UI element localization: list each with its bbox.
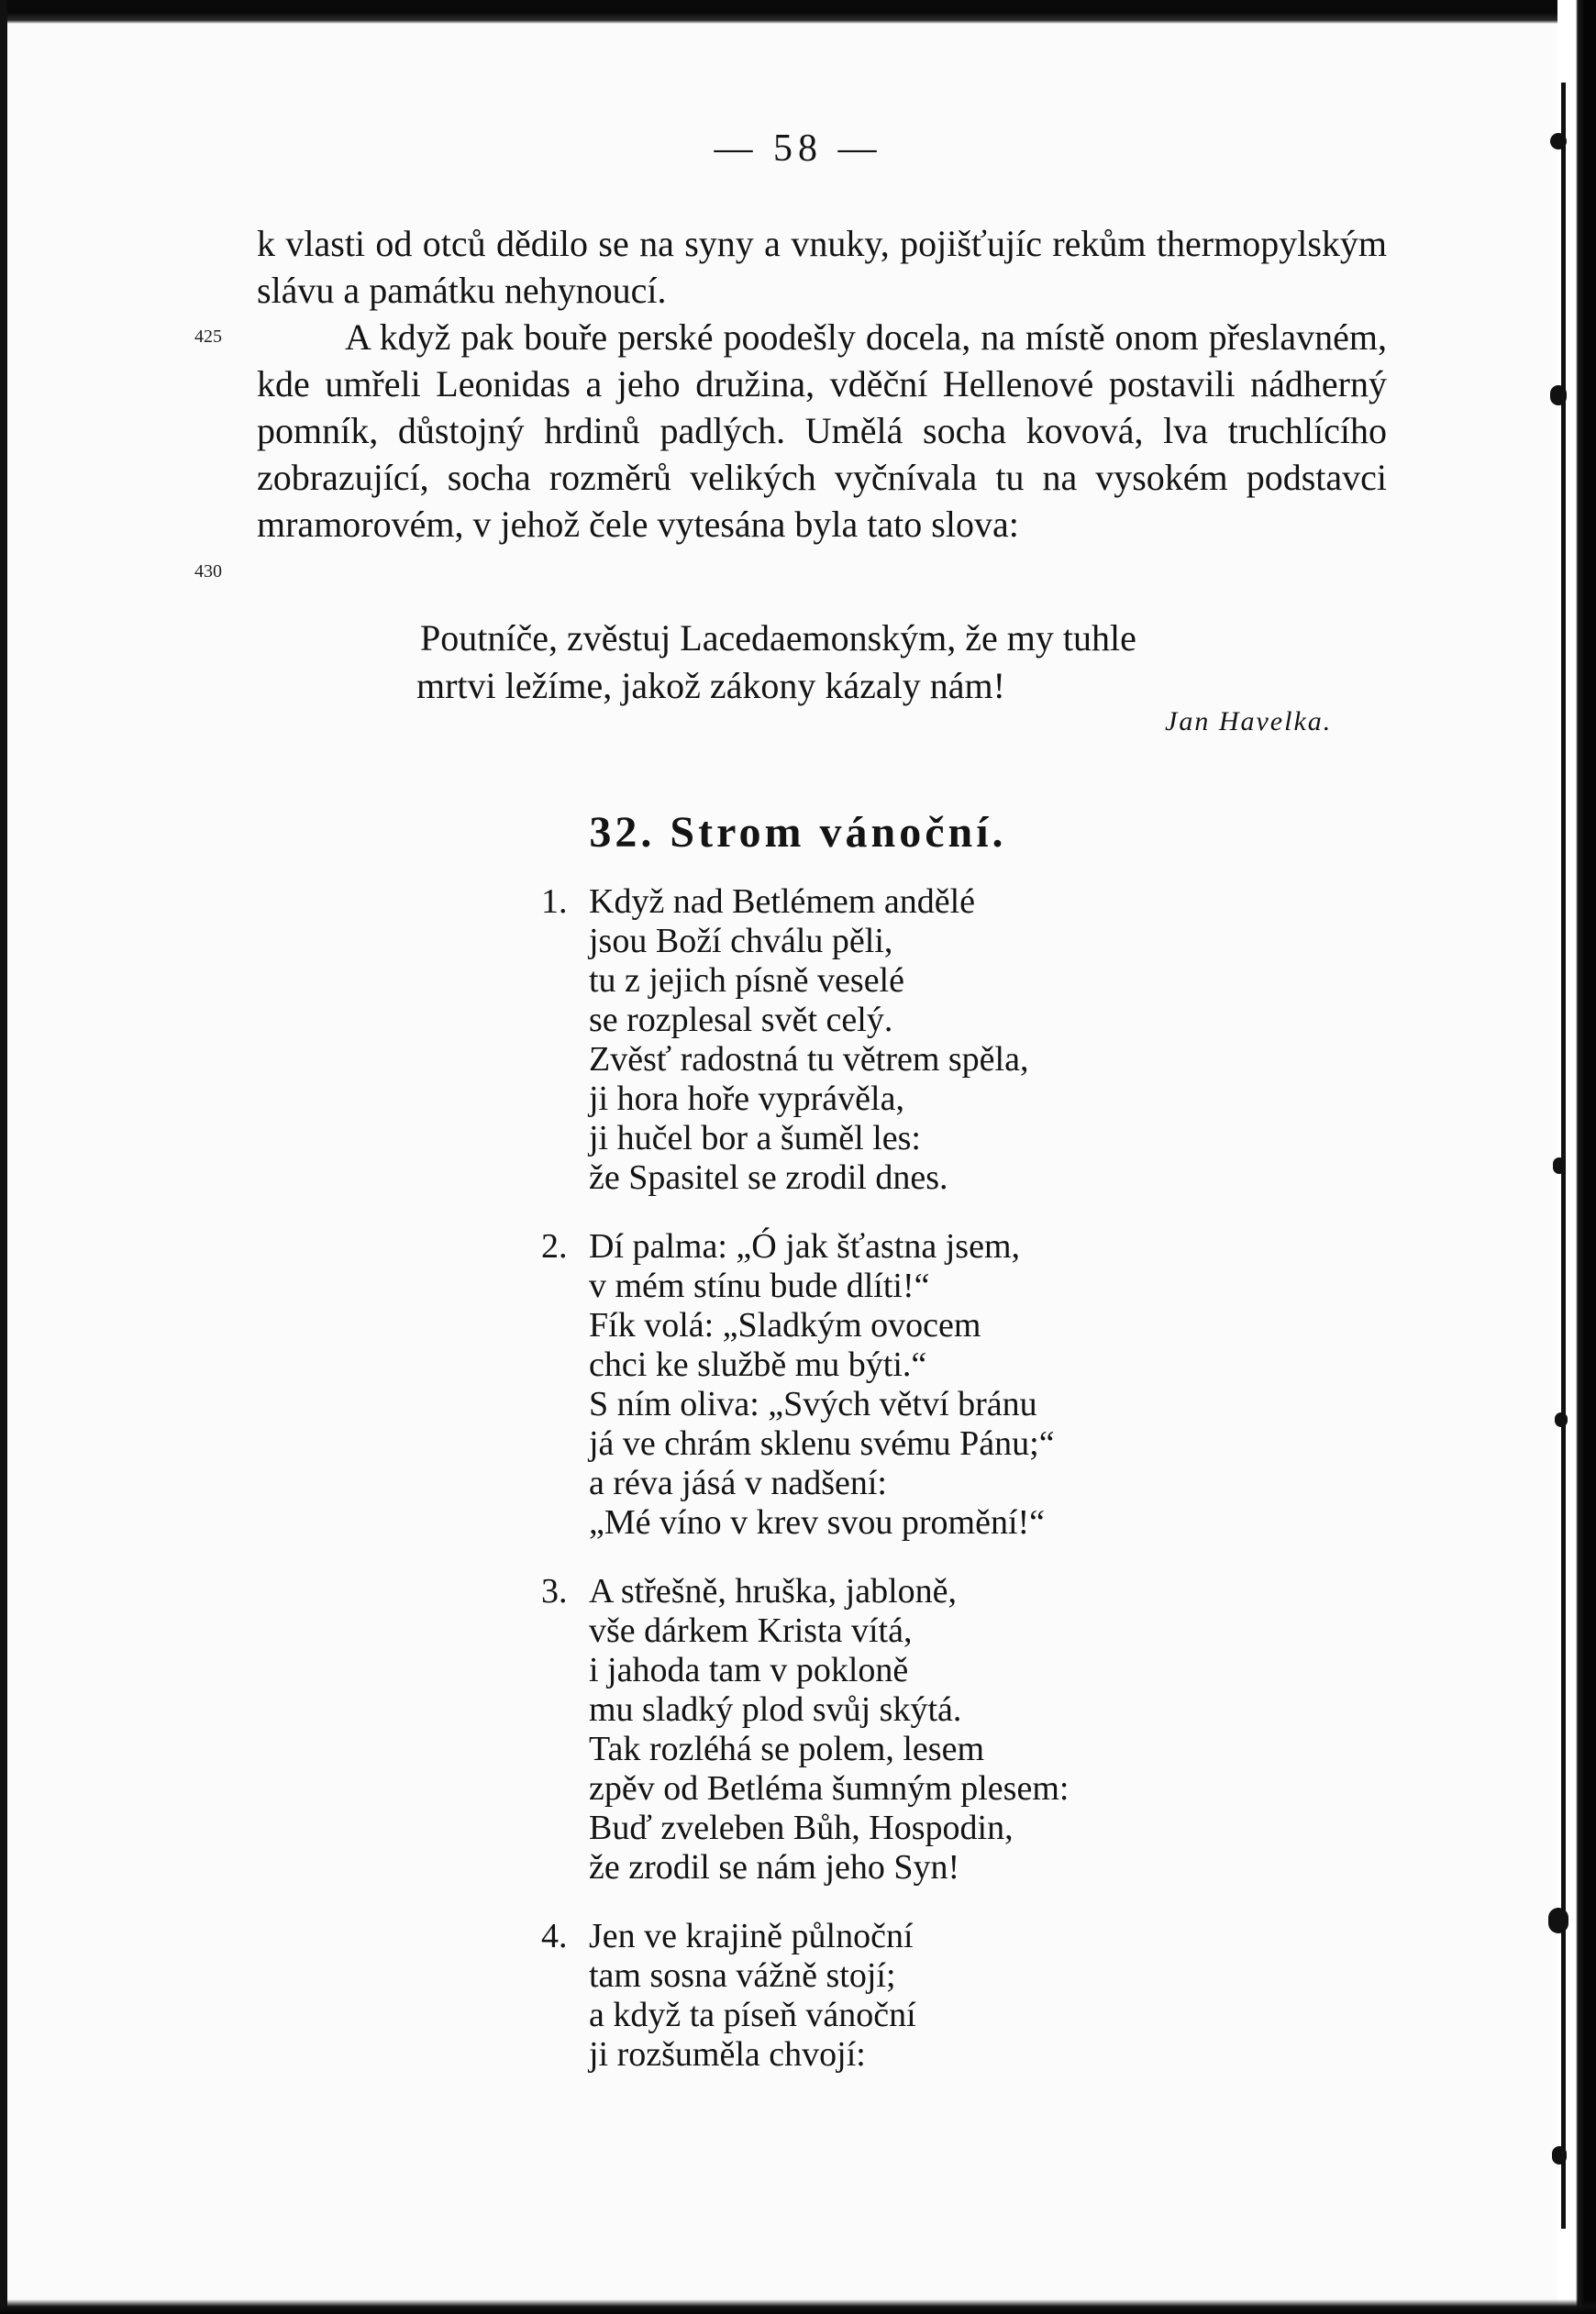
verse-line: Tak rozléhá se polem, lesem <box>589 1730 985 1768</box>
stanza-number: 4. <box>541 1917 568 1955</box>
verse-line: Buď zveleben Bůh, Hospodin, <box>589 1809 1014 1847</box>
verse-line: Když nad Betlémem andělé <box>589 882 976 921</box>
verse-line: Zvěsť radostná tu větrem spěla, <box>589 1040 1029 1079</box>
epitaph-line: Poutníče, zvěstuj Lacedaemonským, že my tuhle <box>420 617 1136 659</box>
verse-line: „Mé víno v krev svou promění!“ <box>589 1503 1046 1542</box>
prose-block <box>257 220 1387 548</box>
page-edge-mark <box>1553 1157 1566 1174</box>
verse-line: ji hučel bor a šuměl les: <box>589 1119 921 1157</box>
line-number-430: 430 <box>194 561 222 581</box>
verse-line: tu z jejich písně veselé <box>589 961 904 1000</box>
poem-title: 32. Strom vánoční. <box>589 808 1007 857</box>
verse-line: tam sosna vážně stojí; <box>589 1956 896 1995</box>
stanza-3 <box>541 1572 1367 1888</box>
stanza-lines <box>589 882 1028 1198</box>
verse-line: se rozplesal svět celý. <box>589 1001 893 1039</box>
prose-paragraph-2: A když pak bouře perské poodešly docela, na místě onom přeslavném, kde umřeli Leonidas a jeho družina, vděční Hellenové postavili nádherný pomník, důstojný hrdinů padlých. Umělá socha kovová, lva truchlícího zobrazující, socha rozměrů velikých vyčnívala tu na vysokém podstavci mramorovém, v jehož čele vytesána byla tato slova: <box>257 316 1387 545</box>
verse-line: mu sladký plod svůj skýtá. <box>589 1690 962 1729</box>
epitaph-line: mrtvi ležíme, jakož zákony kázaly nám! <box>416 665 1005 706</box>
stanza-number: 3. <box>541 1572 568 1611</box>
verse-line: ji rozšuměla chvojí: <box>589 2035 866 2074</box>
verse-line: že Spasitel se zrodil dnes. <box>589 1158 948 1197</box>
stanza-lines <box>589 1572 1069 1888</box>
verse-line: Jen ve krajině půlnoční <box>589 1917 914 1955</box>
verse-line: ji hora hoře vyprávěla, <box>589 1079 904 1118</box>
verse-line: že zrodil se nám jeho Syn! <box>589 1848 960 1887</box>
page-edge-mark <box>1552 2146 1567 2165</box>
stanza-number: 1. <box>541 882 568 921</box>
verse-line: A střešně, hruška, jabloně, <box>589 1572 958 1611</box>
stanza-lines <box>589 1227 1055 1543</box>
stanza-number: 2. <box>541 1227 568 1266</box>
verse-line: a réva jásá v nadšení: <box>589 1464 887 1502</box>
verse-line: Dí palma: „Ó jak šťastna jsem, <box>589 1227 1021 1266</box>
verse-line: Fík volá: „Sladkým ovocem <box>589 1306 981 1345</box>
stanza-1 <box>541 882 1367 1198</box>
scan-left-edge <box>0 0 7 2314</box>
verse-line: a když ta píseň vánoční <box>589 1996 916 2034</box>
verse-line: i jahoda tam v pokloně <box>589 1651 909 1689</box>
prose-paragraph-1: k vlasti od otců dědilo se na syny a vnuky, pojišťujíc rekům thermopylským slávu a památku nehynoucí. <box>257 223 1387 311</box>
epitaph-quote <box>416 614 1246 710</box>
verse-line: já ve chrám sklenu svému Pánu;“ <box>589 1424 1055 1463</box>
verse-line: zpěv od Betléma šumným plesem: <box>589 1769 1070 1808</box>
scan-bottom-edge <box>0 2299 1596 2314</box>
stanza-4 <box>541 1917 1367 2075</box>
verse-line: S ním oliva: „Svých větví bránu <box>589 1385 1037 1423</box>
page-edge-mark <box>1548 1908 1568 1933</box>
page-edge-mark <box>1550 385 1567 405</box>
author-signature: Jan Havelka. <box>1165 706 1333 736</box>
page-number: — 58 — <box>714 127 882 170</box>
stanza-lines <box>589 1917 916 2075</box>
verse-line: v mém stínu bude dlíti!“ <box>589 1267 930 1305</box>
line-number-425: 425 <box>194 327 222 347</box>
scan-top-edge <box>0 0 1596 24</box>
verse-line: jsou Boží chválu pěli, <box>589 922 893 960</box>
page-edge-mark <box>1555 1412 1568 1427</box>
stanza-2 <box>541 1227 1367 1543</box>
verse-line: vše dárkem Krista vítá, <box>589 1611 913 1650</box>
verse-line: chci ke službě mu býti.“ <box>589 1345 927 1384</box>
